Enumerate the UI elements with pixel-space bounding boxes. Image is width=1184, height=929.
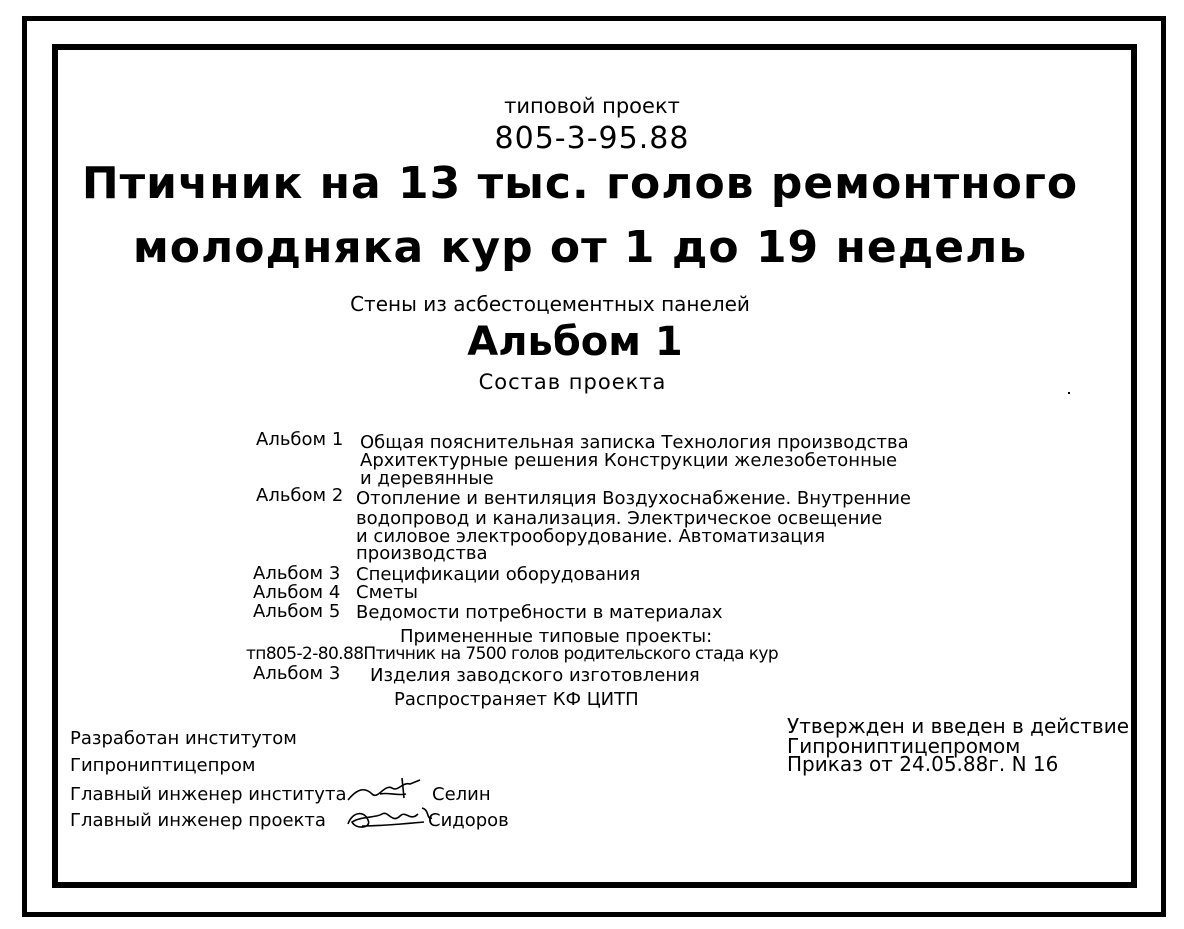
title-line-1: Птичник на 13 тыс. голов ремонтного: [81, 158, 1079, 209]
volume-1-line-2: Архитектурные решения Конструкции железобетонные: [360, 450, 898, 471]
project-code: 805-3-95.88: [494, 121, 690, 156]
applied-ref-code: тп805-2-80.88: [246, 644, 364, 664]
type-label: типовой проект: [504, 94, 680, 118]
volume-4-label: Альбом 4: [253, 582, 341, 603]
developed-by: Разработан институтом: [70, 728, 297, 749]
chief-engineer-institute: Главный инженер института: [70, 784, 347, 805]
approval-line-1: Утвержден и введен в действие: [787, 714, 1130, 738]
volume-2-line-2: водопровод и канализация. Электрическое освещение: [356, 508, 883, 529]
volume-4-line-1: Сметы: [356, 582, 418, 603]
volume-2-line-3: и силовое электрооборудование. Автоматизация: [356, 526, 826, 547]
volume-2-line-4: производства: [356, 543, 488, 564]
chief-engineer-project-name: Сидоров: [428, 810, 509, 831]
institute-name: Гипрониптицепром: [70, 755, 256, 776]
volume-1-line-3: и деревянные: [360, 468, 494, 489]
signature-sidorov: [342, 800, 434, 834]
volume-5-label: Альбом 5: [253, 601, 341, 622]
title-line-2: молодняка кур от 1 до 19 недель: [132, 222, 1028, 273]
chief-engineer-institute-name: Селин: [432, 784, 491, 805]
composition-heading: Состав проекта: [478, 370, 667, 394]
walls-subtitle: Стены из асбестоцементных панелей: [350, 292, 750, 316]
distributor: Распространяет КФ ЦИТП: [394, 689, 639, 710]
volume-2-label: Альбом 2: [256, 485, 344, 506]
album-title: Альбом 1: [467, 319, 683, 365]
volume-3-line-1: Спецификации оборудования: [356, 564, 641, 585]
chief-engineer-project: Главный инженер проекта: [70, 810, 326, 831]
approval-line-3: Приказ от 24.05.88г. N 16: [787, 752, 1059, 776]
applied-album-text: Изделия заводского изготовления: [370, 665, 700, 686]
approval-line-2: Гипрониптицепромом: [787, 734, 1021, 758]
volume-5-line-1: Ведомости потребности в материалах: [356, 602, 723, 623]
volume-3-label: Альбом 3: [253, 563, 341, 584]
volume-1-label: Альбом 1: [256, 429, 344, 450]
volume-1-line-1: Общая пояснительная записка Технология производства: [360, 432, 909, 453]
applied-heading: Примененные типовые проекты:: [400, 626, 713, 647]
applied-album-label: Альбом 3: [253, 663, 341, 684]
applied-ref-text: Птичник на 7500 голов родительского стада кур: [363, 644, 779, 664]
volume-2-line-1: Отопление и вентиляция Воздухоснабжение. Внутренние: [356, 488, 911, 509]
